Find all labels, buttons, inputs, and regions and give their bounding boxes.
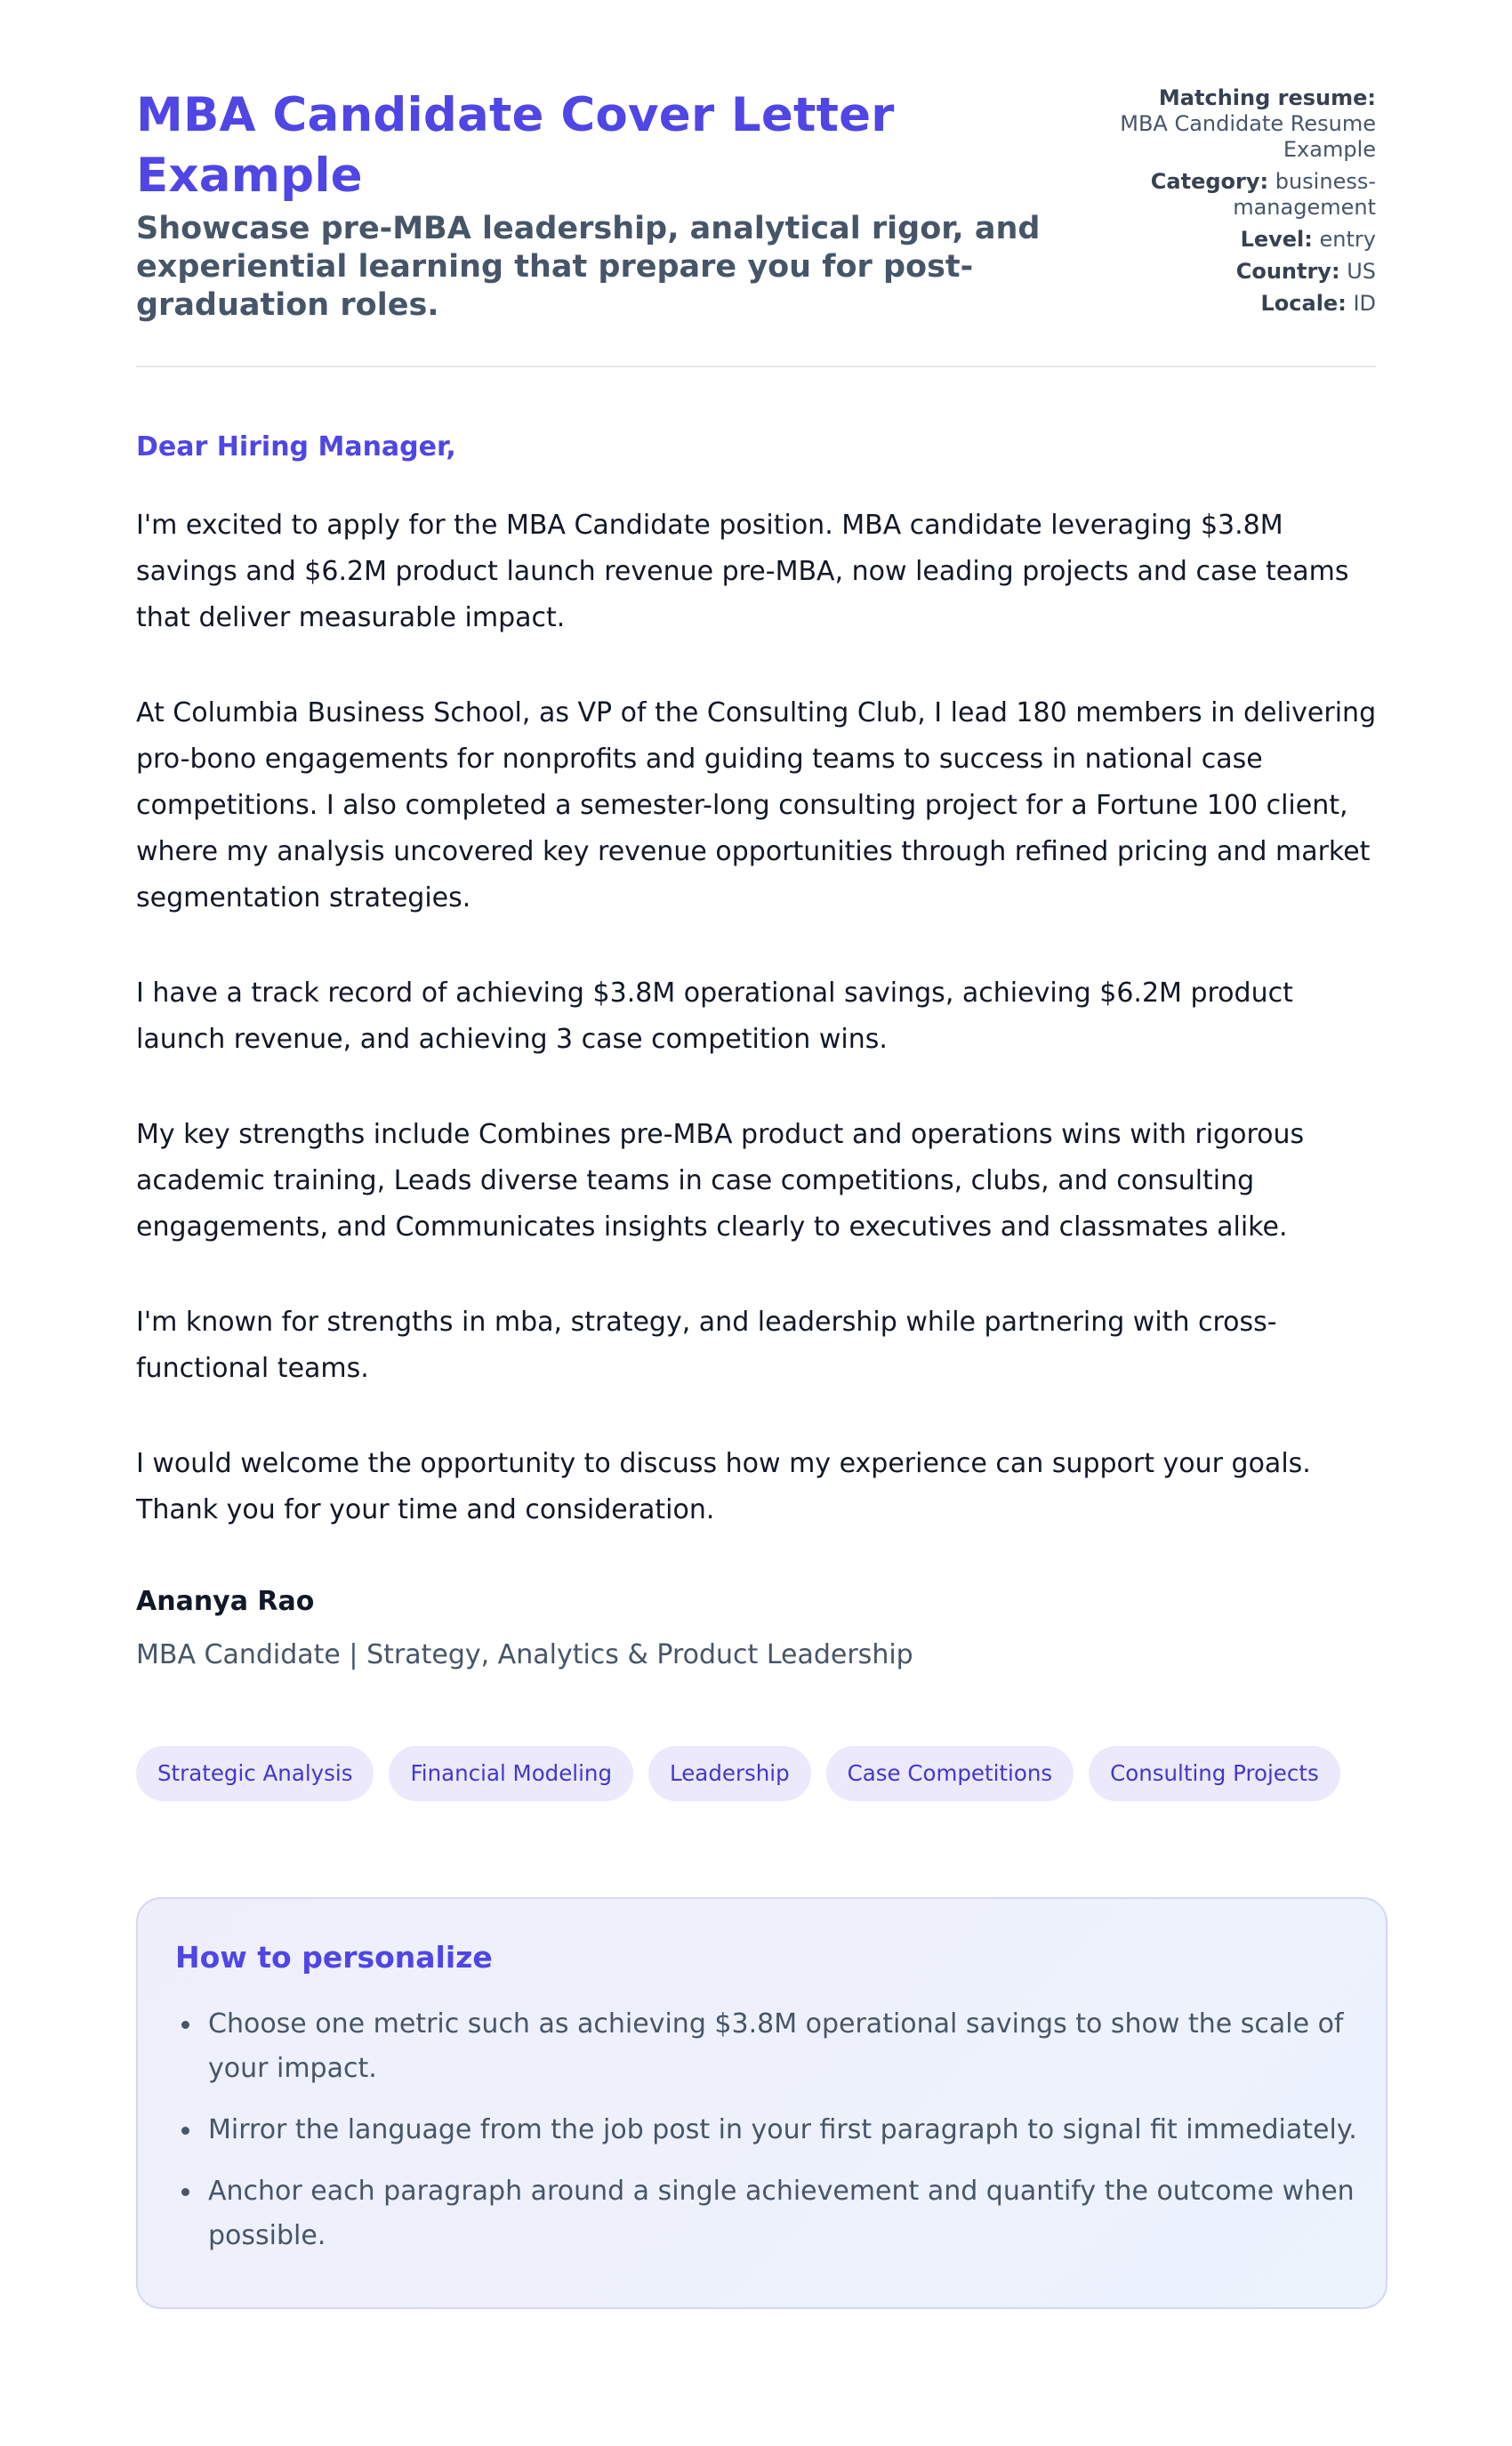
meta-label: Locale: — [1260, 291, 1347, 316]
tip-text: Anchor each paragraph around a single achievement and quantify the outcome when possible. — [208, 2176, 1355, 2251]
tips-list — [175, 2002, 1357, 2258]
meta-value: entry — [1319, 227, 1376, 252]
meta-matching-resume — [1109, 85, 1376, 163]
skill-tag: Consulting Projects — [1089, 1746, 1340, 1801]
meta-label: Level: — [1240, 227, 1313, 252]
signature — [136, 1584, 1376, 1673]
meta-value: business-management — [1233, 169, 1376, 220]
letter-paragraph: At Columbia Business School, as VP of the Consulting Club, I lead 180 members in delivering pro-bono engagements for nonprofits and guiding teams to success in national case competitions. I also completed a semester-long consulting project for a Fortune 100 client, where my analysis uncovered key revenue opportunities through refined pricing and market segmentation strategies. — [136, 697, 1377, 913]
meta-country — [1109, 259, 1376, 285]
bullet-icon — [181, 2188, 189, 2196]
skill-tag: Leadership — [648, 1746, 811, 1801]
meta-value: MBA Candidate Resume Example — [1120, 111, 1376, 162]
page-subtitle: Showcase pre-MBA leadership, analytical rigor, and experiential learning that prepare you for post-graduation roles. — [136, 211, 1041, 323]
tips-title: How to personalize — [175, 1940, 493, 1975]
page-header — [136, 0, 1376, 367]
bullet-icon — [181, 2021, 189, 2029]
letter-greeting: Dear Hiring Manager, — [136, 431, 456, 463]
tip-item — [175, 2002, 1358, 2091]
meta-level — [1109, 227, 1376, 253]
tip-text: Choose one metric such as achieving $3.8M operational savings to show the scale of your impact. — [208, 2008, 1344, 2084]
meta-category — [1109, 169, 1376, 221]
meta-label: Matching resume: — [1158, 85, 1376, 110]
letter-paragraph: I have a track record of achieving $3.8M operational savings, achieving $6.2M product launch revenue, and achieving 3 case competition wins. — [136, 978, 1293, 1055]
meta-label: Country: — [1235, 259, 1340, 284]
meta-value: US — [1347, 259, 1376, 284]
skill-tags — [136, 1746, 1376, 1801]
personalize-tips-box — [136, 1897, 1387, 2309]
meta-info — [1109, 85, 1376, 323]
letter-paragraph: I would welcome the opportunity to discuss how my experience can support your goals. Thank you for your time and consideration. — [136, 1448, 1311, 1525]
meta-locale — [1109, 291, 1376, 317]
tip-text: Mirror the language from the job post in your first paragraph to signal fit immediately. — [208, 2114, 1357, 2145]
skill-tag: Financial Modeling — [389, 1746, 633, 1801]
letter-paragraph: I'm known for strengths in mba, strategy, and leadership while partnering with cross-functional teams. — [136, 1307, 1277, 1384]
letter-paragraph: I'm excited to apply for the MBA Candidate position. MBA candidate leveraging $3.8M savings and $6.2M product launch revenue pre-MBA, now leading projects and case teams that deliver measurable impact. — [136, 510, 1349, 633]
letter-body — [136, 503, 1376, 1533]
skill-tag: Strategic Analysis — [136, 1746, 374, 1801]
letter — [136, 430, 1376, 1673]
page-title: MBA Candidate Cover Letter Example — [136, 88, 895, 203]
signer-name: Ananya Rao — [136, 1586, 315, 1617]
bullet-icon — [181, 2127, 189, 2135]
tip-item — [175, 2108, 1358, 2152]
meta-value: ID — [1353, 291, 1376, 316]
tip-item — [175, 2169, 1358, 2258]
meta-label: Category: — [1150, 169, 1269, 194]
skill-tag: Case Competitions — [826, 1746, 1074, 1801]
signer-title: MBA Candidate | Strategy, Analytics & Product Leadership — [136, 1639, 913, 1670]
letter-paragraph: My key strengths include Combines pre-MBA product and operations wins with rigorous academic training, Leads diverse teams in case competitions, clubs, and consulting engagements, and Communicates insights clearly to executives and classmates alike. — [136, 1119, 1305, 1243]
header-titles — [136, 85, 1079, 325]
